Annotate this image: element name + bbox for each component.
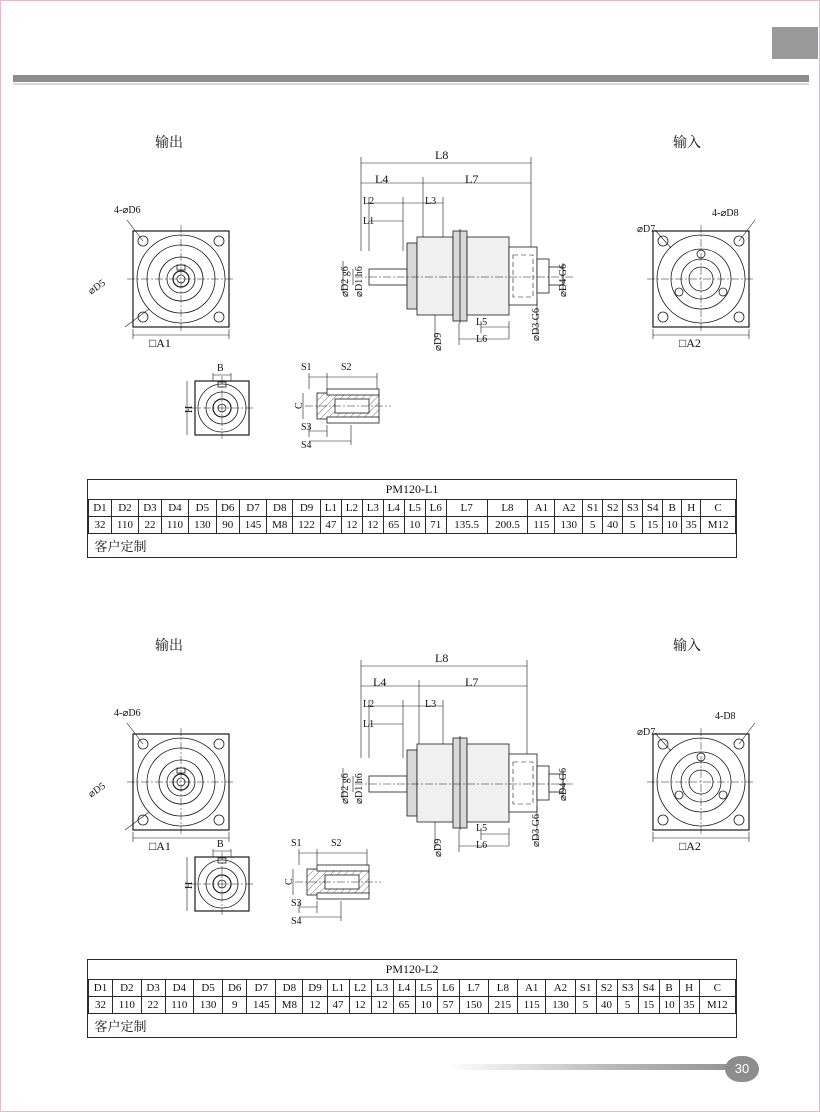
th-d4: D4 [161,500,188,517]
th-l1: L1 [320,500,341,517]
td-d3: 22 [139,517,162,534]
th2-l4: L4 [393,980,415,997]
td-a1: 115 [528,517,555,534]
th2-l7: L7 [459,980,488,997]
th2-d5: D5 [194,980,223,997]
td2-l8: 215 [488,997,517,1014]
td2-d2: 110 [113,997,141,1014]
td-l5: 10 [404,517,425,534]
section2-d5-label: ⌀D5 [86,780,108,801]
section2-s4-label: S4 [291,916,302,927]
td2-d3: 22 [141,997,165,1014]
section1-b-label: B [217,363,224,374]
section2-d4-label: ⌀D4 G6 [558,768,569,801]
th2-b: B [659,980,679,997]
section2-d8-label: 4-D8 [715,711,736,722]
td-b: 10 [663,517,682,534]
section2-l2-label: L2 [363,699,375,710]
section2-d6-label: 4-⌀D6 [114,708,141,719]
th-a1: A1 [528,500,555,517]
th-d9: D9 [293,500,321,517]
section1-c-label: C [294,402,305,409]
td-d9: 122 [293,517,321,534]
th2-l5: L5 [415,980,437,997]
th-l7: L7 [446,500,487,517]
td2-h: 35 [679,997,699,1014]
td-s4: 15 [643,517,663,534]
section1-l7-label: L7 [465,172,479,186]
td-l6: 71 [425,517,446,534]
section2-l6-label: L6 [476,840,488,851]
section1-l5-label: L5 [476,317,488,328]
td-d5: 130 [189,517,217,534]
section2-d1-label: ⌀D1 h6 [354,773,365,804]
section1-output-face-drawing [111,196,251,346]
header-rule [13,75,809,82]
td-l7: 135.5 [446,517,487,534]
section2-l1-label: L1 [363,719,375,730]
footer-bar [448,1064,748,1070]
section1-s1-label: S1 [301,362,312,373]
th2-d4: D4 [165,980,193,997]
th2-s3: S3 [617,980,638,997]
th-d1: D1 [89,500,112,517]
td2-l2: 12 [349,997,371,1014]
td-l2: 12 [341,517,362,534]
td2-d6: 9 [223,997,247,1014]
td-d6: 90 [216,517,239,534]
section1-d7-label: ⌀D7 [637,224,656,235]
section1-spec-table [87,479,737,558]
section1-input-face-drawing [631,196,771,346]
th-d5: D5 [189,500,217,517]
section2-output-label: 输出 [155,638,183,654]
th2-a1: A1 [517,980,545,997]
header-tab-decoration [772,27,818,59]
td-l8: 200.5 [487,517,528,534]
th2-d3: D3 [141,980,165,997]
section2-b-label: B [217,839,224,850]
section1-table-value-row [89,517,736,534]
section2-d2-label: ⌀D2 g6 [340,773,351,804]
th2-d1: D1 [89,980,113,997]
th-l3: L3 [362,500,383,517]
section1-input-label: 输入 [673,135,701,151]
td2-s3: 5 [617,997,638,1014]
td-c: M12 [701,517,736,534]
th2-l1: L1 [327,980,349,997]
section2-a1-label: □A1 [149,839,171,853]
section1-d9-label: ⌀D9 [433,332,444,351]
section2-input-face-drawing [631,699,771,849]
section1-d4-label: ⌀D4 G6 [558,264,569,297]
td2-l7: 150 [459,997,488,1014]
section2-l8-label: L8 [435,651,449,665]
th2-d2: D2 [113,980,141,997]
section2-h-label: H [184,881,195,889]
section1-d1-label: ⌀D1 h6 [354,266,365,297]
section2-s3-label: S3 [291,898,302,909]
td2-l6: 57 [437,997,459,1014]
th-d3: D3 [139,500,162,517]
page-number: 30 [725,1056,759,1082]
section1-l4-label: L4 [375,172,389,186]
th2-d9: D9 [303,980,327,997]
td-s1: 5 [583,517,603,534]
section1-l3-label: L3 [425,196,437,207]
section2-s2-label: S2 [331,838,342,849]
td2-d1: 32 [89,997,113,1014]
td2-l4: 65 [393,997,415,1014]
section1-table-note: 客户定制 [89,534,736,558]
section2-table-header-row [89,980,736,997]
section1-l6-label: L6 [476,334,488,345]
section1-s2-label: S2 [341,362,352,373]
section2-l3-label: L3 [425,699,437,710]
th-h: H [682,500,701,517]
td2-s4: 15 [638,997,659,1014]
section1-a1-label: □A1 [149,336,171,350]
th2-d8: D8 [276,980,303,997]
th-s1: S1 [583,500,603,517]
th-s4: S4 [643,500,663,517]
section2-a2-label: □A2 [679,839,701,853]
th-d8: D8 [267,500,293,517]
th2-s4: S4 [638,980,659,997]
td2-d5: 130 [194,997,223,1014]
section2-l4-label: L4 [373,675,387,689]
th2-l8: L8 [488,980,517,997]
section2-s1-label: S1 [291,838,302,849]
td-l1: 47 [320,517,341,534]
section1-s4-label: S4 [301,440,312,451]
section1-table-header-row [89,500,736,517]
td2-b: 10 [659,997,679,1014]
th-l4: L4 [383,500,404,517]
th2-l3: L3 [371,980,393,997]
th-a2: A2 [555,500,583,517]
td2-d4: 110 [165,997,193,1014]
section1-s3-label: S3 [301,422,312,433]
th-l8: L8 [487,500,528,517]
section2-l5-label: L5 [476,823,488,834]
th2-l6: L6 [437,980,459,997]
th2-c: C [699,980,735,997]
section1-d8-label: 4-⌀D8 [712,208,739,219]
section1-l2-label: L2 [363,196,375,207]
th-l5: L5 [404,500,425,517]
th-s3: S3 [623,500,643,517]
th-d2: D2 [111,500,138,517]
section1-d2-label: ⌀D2 g6 [340,266,351,297]
section1-a2-label: □A2 [679,336,701,350]
header-rule-thin [13,83,809,85]
section1-table-title: PM120-L1 [89,480,736,500]
td2-c: M12 [699,997,735,1014]
td-a2: 130 [555,517,583,534]
section1-h-label: H [184,405,195,413]
td2-a1: 115 [517,997,545,1014]
th-d7: D7 [239,500,267,517]
td-d2: 110 [111,517,138,534]
td2-s2: 40 [596,997,617,1014]
td-s3: 5 [623,517,643,534]
th2-a2: A2 [546,980,575,997]
section1-output-label: 输出 [155,135,183,151]
th-c: C [701,500,736,517]
section2-output-face-drawing [111,699,251,849]
td2-s1: 5 [575,997,596,1014]
section2-spec-table [87,959,737,1038]
section1-d3-label: ⌀D3 G6 [531,308,542,341]
th2-d7: D7 [247,980,276,997]
td-s2: 40 [603,517,623,534]
section2-key-detail-drawing [289,845,399,920]
section2-d7-label: ⌀D7 [637,727,656,738]
th-s2: S2 [603,500,623,517]
section1-d5-label: ⌀D5 [86,277,108,298]
th2-l2: L2 [349,980,371,997]
td2-l1: 47 [327,997,349,1014]
th-l2: L2 [341,500,362,517]
td2-l3: 12 [371,997,393,1014]
th2-s2: S2 [596,980,617,997]
td2-d9: 12 [303,997,327,1014]
th-l6: L6 [425,500,446,517]
td-d1: 32 [89,517,112,534]
td2-a2: 130 [546,997,575,1014]
section1-l1-label: L1 [363,216,375,227]
section1-key-detail-drawing [299,369,409,444]
section1-d6-label: 4-⌀D6 [114,205,141,216]
th2-s1: S1 [575,980,596,997]
section2-table-note: 客户定制 [89,1014,736,1038]
section2-d3-label: ⌀D3 G6 [531,814,542,847]
th-b: B [663,500,682,517]
td2-d8: M8 [276,997,303,1014]
section2-l7-label: L7 [465,675,479,689]
th2-d6: D6 [223,980,247,997]
section2-table-title: PM120-L2 [89,960,736,980]
section1-l8-label: L8 [435,148,449,162]
section2-table-value-row [89,997,736,1014]
section2-d9-label: ⌀D9 [433,838,444,857]
td2-d7: 145 [247,997,276,1014]
th2-h: H [679,980,699,997]
section2-c-label: C [284,878,295,885]
th-d6: D6 [216,500,239,517]
td-h: 35 [682,517,701,534]
td-l3: 12 [362,517,383,534]
td2-l5: 10 [415,997,437,1014]
td-d8: M8 [267,517,293,534]
section2-input-label: 输入 [673,638,701,654]
td-d7: 145 [239,517,267,534]
td-d4: 110 [161,517,188,534]
td-l4: 65 [383,517,404,534]
